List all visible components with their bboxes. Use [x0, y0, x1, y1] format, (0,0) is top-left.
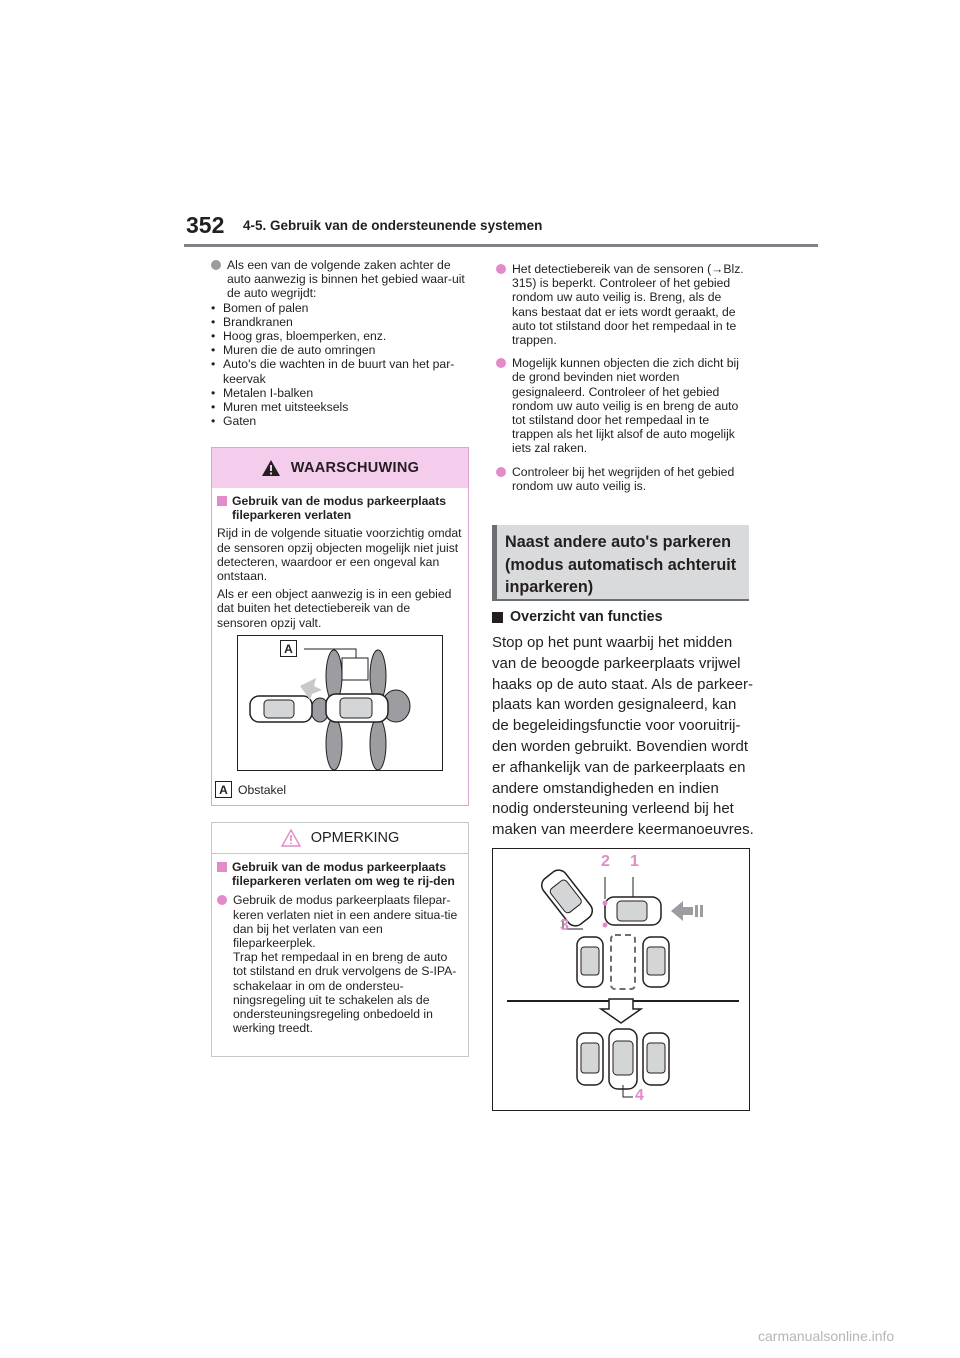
obstacle-items [211, 301, 467, 429]
note-heading-text: Gebruik van de modus parkeerplaats fileparkeren verlaten om weg te rij-den [232, 860, 455, 889]
note-title: OPMERKING [310, 830, 400, 846]
list-item: • Auto's die wachten in de buurt van het par-keervak [211, 357, 467, 385]
warning-heading [217, 494, 463, 522]
obstacle-list [211, 258, 467, 428]
legend [215, 781, 286, 798]
car-target [605, 897, 661, 925]
list-item: • Metalen I-balken [211, 386, 467, 400]
bullet-intro [211, 258, 467, 301]
warning-triangle-icon [261, 459, 281, 477]
right-bullet [496, 262, 746, 347]
list-item: • Gaten [211, 414, 467, 428]
label-a: A [280, 640, 297, 657]
parking-figure [492, 848, 750, 1111]
list-item: • Hoog gras, bloemperken, enz. [211, 329, 467, 343]
section-heading-line: (modus automatisch achteruit [505, 555, 737, 574]
sensor-diagram [238, 636, 442, 770]
list-item: • Brandkranen [211, 315, 467, 329]
overview-title-text: Overzicht van functies [510, 609, 663, 625]
square-bullet-icon [217, 496, 227, 506]
section-banner [492, 525, 749, 601]
list-item: • Bomen of palen [211, 301, 467, 315]
legend-text: Obstakel [238, 782, 287, 797]
watermark: carmanualsonline.info [758, 1328, 895, 1344]
warning-para-1: Rijd in de volgende situatie voorzichtig omdat de sensoren opzij objecten mogelijk niet juist detecteren, waardoor er een ongeval kan ontstaan. [217, 526, 462, 584]
figure-label-2: 2 [601, 853, 610, 870]
bullet-dot-icon [217, 895, 227, 905]
target-space [611, 935, 635, 989]
right-bullet-text: Het detectiebereik van de sensoren (→Blz. 315) is beperkt. Controleer of het gebied rondom uw auto veilig is. Breng, als de kans bestaat dat er iets wordt geraakt, de auto tot stilstand door het rempedaal in te trappen. [512, 262, 744, 348]
note-heading [217, 860, 463, 888]
sensor-zone [370, 718, 386, 770]
parking-diagram [493, 849, 749, 1110]
section-title: 4-5. Gebruik van de ondersteunende systemen [243, 218, 543, 233]
figure-label-3: 3 [560, 917, 569, 934]
section-heading-line: Naast andere auto's parkeren [505, 533, 732, 551]
arrow-icon [671, 901, 693, 921]
list-item: • Muren met uitsteeksels [211, 400, 467, 414]
section-heading-line: inparkeren) [505, 578, 594, 596]
right-bullet-text: Controleer bij het wegrijden of het gebied rondom uw auto veilig is. [512, 464, 735, 493]
body-text: Stop op het punt waarbij het midden van de beoogde parkeerplaats vrijwel haaks op de auto staat. Als de parkeer-plaats kan worden gesignaleerd, kan de begeleidingsfunctie voor vooruitrij-den worden gebruikt. Bovendien wordt er afhankelijk van de parkeerplaats en andere omstandigheden en indien nodig ondersteuning verleend bij het maken van meerdere keermanoeuvres. [492, 634, 754, 839]
sensor-range-figure [237, 635, 443, 771]
note-bullet-text: Gebruik de modus parkeerplaats filepar-keren verlaten niet in een andere situa-tie dan bij het verlaten van een fileparkeerplek. [233, 893, 458, 951]
list-item: • Muren die de auto omringen [211, 343, 467, 357]
note-header [212, 823, 468, 853]
down-arrow-icon [601, 999, 641, 1023]
bullet-dot-icon [496, 358, 506, 368]
overview-title [492, 609, 663, 625]
caution-triangle-icon [281, 829, 301, 847]
warning-title: WAARSCHUWING [290, 460, 420, 476]
right-bullet [496, 356, 746, 455]
section-heading [505, 531, 741, 599]
obstacle-shape [342, 658, 368, 680]
bullet-dot-icon [496, 467, 506, 477]
warning-heading-text: Gebruik van de modus parkeerplaats fileparkeren verlaten [232, 494, 447, 523]
warning-header [212, 448, 468, 488]
warning-box [211, 447, 469, 806]
note-bullet [217, 893, 463, 1035]
bullet-dot-icon [211, 260, 221, 270]
square-bullet-icon [217, 862, 227, 872]
right-bullets [496, 262, 746, 493]
note-bullet-cont: Trap het rempedaal in en breng de auto tot stilstand en druk vervolgens de S-IPA-schakelaar in om de ondersteu-ningsregeling uit te schakelen als de ondersteuningsregeling onbedoeld in werking treedt. [233, 950, 457, 1036]
warning-para-2: Als er een object aanwezig is in een gebied dat buiten het detectiebereik van de sensoren opzij valt. [217, 587, 452, 630]
right-bullet-text: Mogelijk kunnen objecten die zich dicht bij de grond bevinden niet worden gesignaleerd. Controleer of het gebied rondom uw auto veilig is en breng de auto tot stilstand door het rempedaal in te trappen als het lijkt alsof de auto mogelijk iets zal raken. [512, 356, 739, 456]
right-bullet [496, 465, 746, 493]
bullet-dot-icon [496, 264, 506, 274]
header-rule [184, 244, 818, 247]
note-box [211, 822, 469, 1057]
legend-key: A [215, 781, 232, 798]
sensor-zone [326, 718, 342, 770]
page-number: 352 [186, 212, 225, 238]
note-rule [212, 853, 468, 854]
bullet-intro-text: Als een van de volgende zaken achter de auto aanwezig is binnen het gebied waar-uit de auto wegrijdt: [227, 258, 465, 301]
figure-label-1: 1 [630, 853, 639, 870]
figure-label-4: 4 [635, 1087, 644, 1104]
square-bullet-icon [492, 612, 503, 623]
